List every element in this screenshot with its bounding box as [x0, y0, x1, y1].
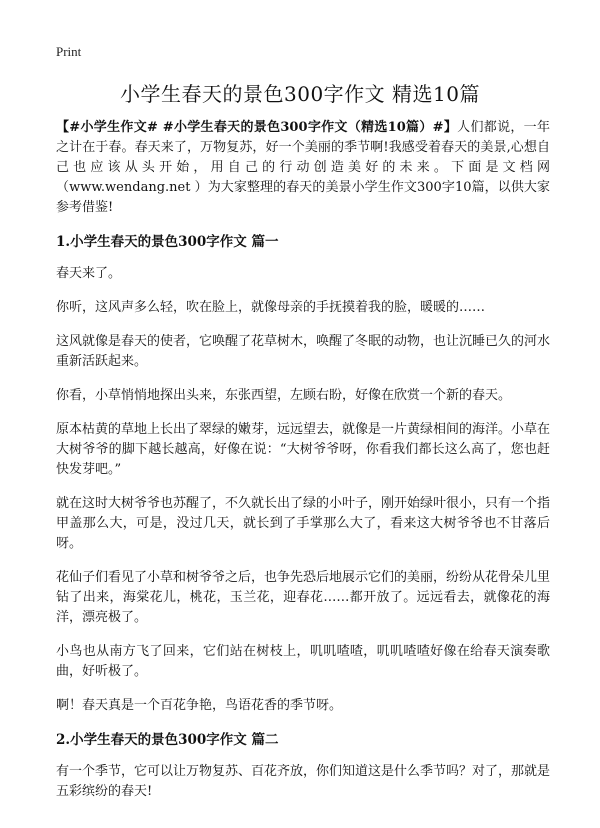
paragraph: 你看，小草悄悄地探出头来，东张西望，左顾右盼，好像在欣赏一个新的春天。 — [56, 388, 512, 403]
print-label: Print — [56, 44, 82, 59]
section-heading: 1.小学生春天的景色300字作文 篇一 — [56, 234, 279, 250]
paragraph: 花仙子们看见了小草和树爷爷之后，也争先恐后地展示它们的美丽，纷纷从花骨朵儿里钻了出来，海棠花儿，桃花，玉兰花，迎春花……都开放了。远远看去，就像花的海洋，漂亮极了。 — [56, 570, 551, 625]
page-title: 小学生春天的景色300字作文 精选10篇 — [120, 82, 480, 106]
paragraph: 小鸟也从南方飞了回来，它们站在树枝上，叽叽喳喳，叽叽喳喳好像在给春天演奏歌曲，好听极了。 — [56, 644, 550, 679]
paragraph: 啊！春天真是一个百花争艳，鸟语花香的季节呀。 — [56, 698, 343, 713]
intro-tag: 【#小学生作文# #小学生春天的景色300字作文（精选10篇）#】 — [56, 120, 458, 135]
paragraph: 你听，这风声多么轻，吹在脸上，就像母亲的手抚摸着我的脸，暖暖的…… — [56, 300, 486, 315]
paragraph: 这风就像是春天的使者，它唤醒了花草树木，唤醒了冬眠的动物，也让沉睡已久的河水重新活跃起来。 — [56, 334, 551, 369]
paragraph: 就在这时大树爷爷也苏醒了，不久就长出了绿的小叶子，刚开始绿叶很小，只有一个指甲盖那么大，可是，没过几天，就长到了手掌那么大了，看来这大树爷爷也不甘落后呀。 — [56, 496, 551, 551]
intro-text: 人们都说，一年之计在于春。春天来了，万物复苏，好一个美丽的季节啊!我感受着春天的美景,心想自己也应该从头开始，用自己的行动创造美好的未来。下面是文档网（www.wendang.net ）为大家整理的春天的美景小学生作文300字10篇，以供大家参考借鉴! — [56, 120, 550, 215]
section-heading: 2.小学生春天的景色300字作文 篇二 — [56, 732, 279, 748]
paragraph: 原本枯黄的草地上长出了翠绿的嫩芽，远远望去，就像是一片黄绿相间的海洋。小草在大树爷爷的脚下越长越高，好像在说：“大树爷爷呀，你看我们都长这么高了，您也赶快发芽吧。” — [56, 422, 551, 477]
intro-paragraph — [56, 118, 550, 218]
article-body — [56, 118, 550, 816]
paragraph: 春天来了。 — [56, 266, 122, 281]
paragraph: 有一个季节，它可以让万物复苏、百花齐放，你们知道这是什么季节吗？对了，那就是五彩缤纷的春天! — [56, 764, 551, 799]
